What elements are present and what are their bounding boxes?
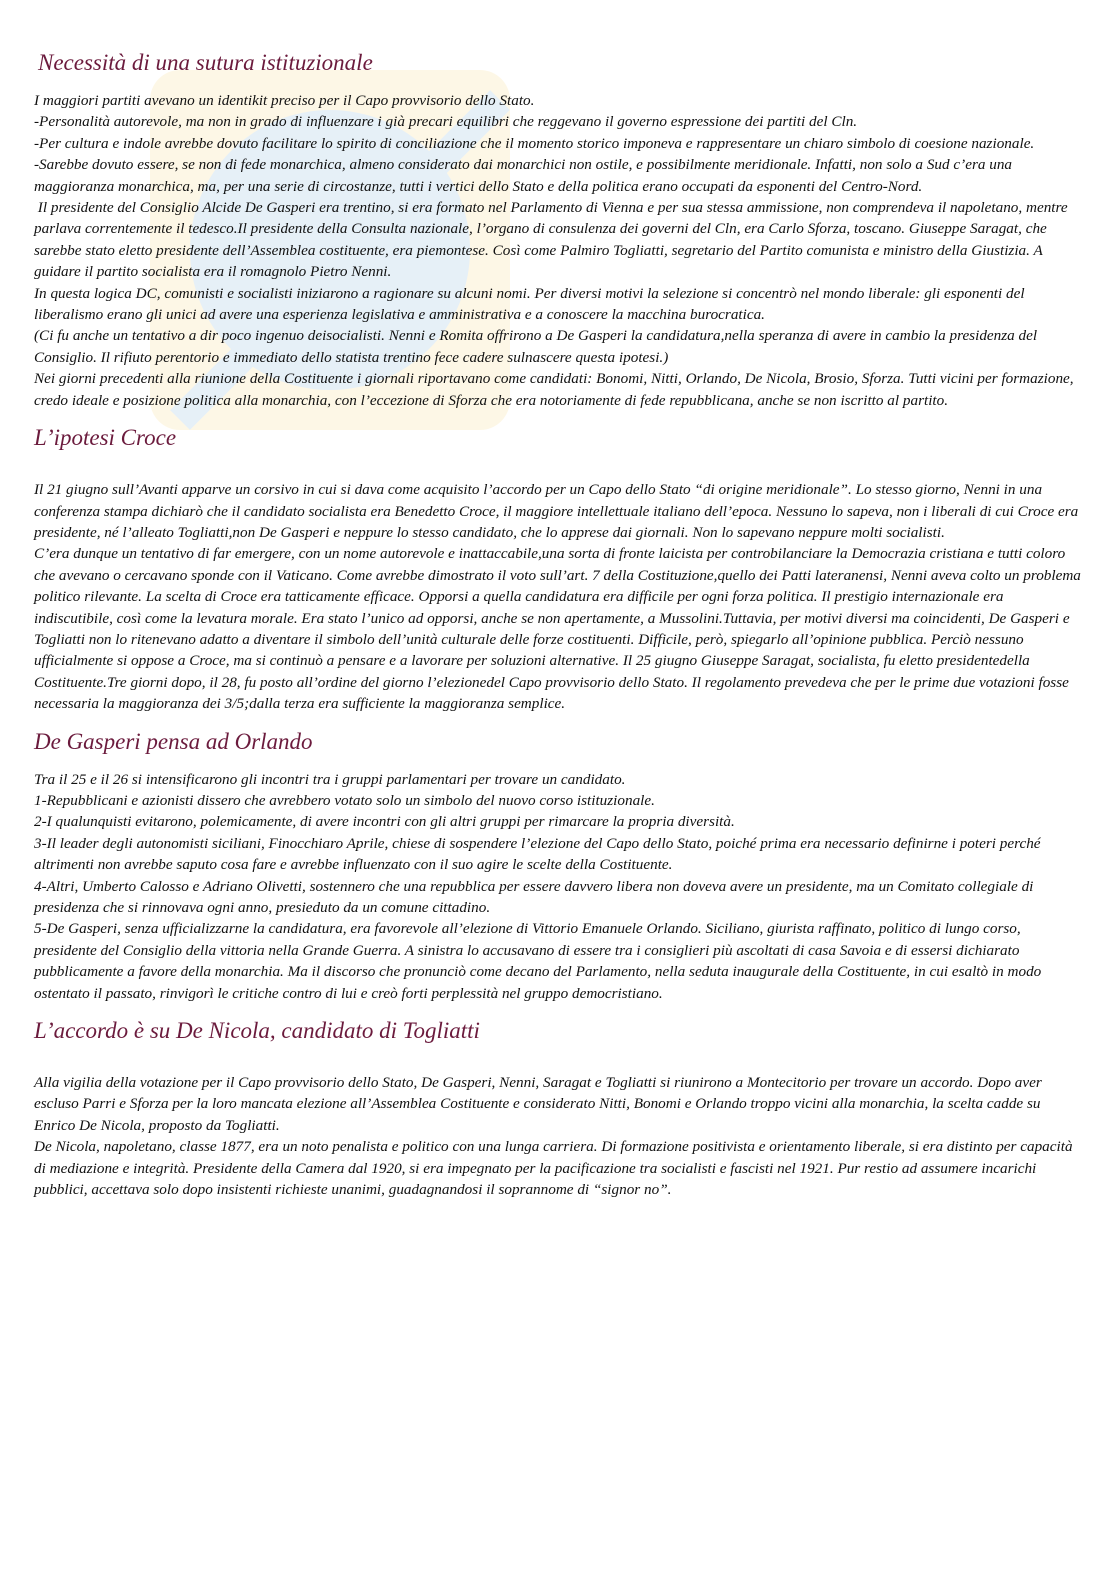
paragraph: Il 21 giugno sull’Avanti apparve un corsivo in cui si dava come acquisito l’accordo per un Capo dello Stato “di origine meridionale”. Lo stesso giorno, Nenni in una conferenza stampa dichiarò che il candidato socialista era Benedetto Croce, il maggiore intellettuale italiano dell’epoca. Nessuno lo sapeva, non i liberali di cui Croce era presidente, né l’alleato Togliatti,non De Gasperi e neppure lo stesso candidato, che lo apprese dai giornali. Non lo sapevano neppure molti socialisti. [34,481,1079,541]
section-de-gasperi-orlando [34,725,1084,1004]
paragraph: 5-De Gasperi, senza ufficializzarne la candidatura, era favorevole all’elezione di Vittorio Emanuele Orlando. Siciliano, giurista raffinato, politico di lungo corso, presidente del Consiglio della vittoria nella Grande Guerra. A sinistra lo accusavano di essere tra i consiglieri più ascoltati di casa Savoia e di essersi dichiarato pubblicamente a favore della monarchia. Ma il discorso che pronunciò come decano del Parlamento, nella seduta inaugurale della Costituente, in cui esaltò in modo ostentato il passato, rinvigorì le critiche contro di lui e creò forti perplessità nel gruppo democristiano. [34,920,1042,1002]
paragraph: De Nicola, napoletano, classe 1877, era un noto penalista e politico con una lunga carriera. Di formazione positivista e orientamento liberale, si era distinto per capacità di mediazione e integrità. Presidente della Camera dal 1920, si era impegnato per la pacificazione tra socialisti e fascisti nel 1921. Pur restio ad assumere incarichi pubblici, accettava solo dopo insistenti richieste unanimi, guadagnandosi il soprannome di “signor no”. [34,1138,1073,1199]
paragraph: -Personalità autorevole, ma non in grado di influenzare i già precari equilibri che reggevano il governo espressione dei partiti del Cln. [34,113,858,131]
paragraph: C’era dunque un tentativo di far emergere, con un nome autorevole e inattaccabile,una sorta di fronte laicista per controbilanciare la Democrazia cristiana e tutti coloro che avevano o cercavano sponde con il Vaticano. Come avrebbe dimostrato il voto sull’art. 7 della Costituzione,quello dei Patti lateranensi, Nenni aveva colto un problema politico rilevante. La scelta di Croce era tatticamente efficace. Opporsi a quella candidatura era difficile per ogni forza politica. Il prestigio internazionale era indiscutibile, così come la levatura morale. Era stato l’unico ad opporsi, anche se non apertamente, a Mussolini.Tuttavia, per motivi diversi ma coincidenti, De Gasperi e Togliatti non lo ritenevano adatto a diventare il simbolo dell’unità culturale delle forze costituenti. Difficile, però, spiegarlo all’opinione pubblica. Perciò nessuno ufficialmente si oppose a Croce, ma si continuò a pensare e a lavorare per soluzioni alternative. Il 25 giugno Giuseppe Saragat, socialista, fu eletto presidentedella Costituente.Tre giorni dopo, il 28, fu posto all’ordine del giorno l’elezionedel Capo provvisorio dello Stato. Il regolamento prevedeva che per le prime due votazioni fosse necessaria la maggioranza dei 3/5;dalla terza era sufficiente la maggioranza semplice. [34,545,1081,713]
section-ipotesi-croce [34,421,1084,714]
paragraph: Alla vigilia della votazione per il Capo provvisorio dello Stato, De Gasperi, Nenni, Saragat e Togliatti si riunirono a Montecitorio per trovare un accordo. Dopo aver escluso Parri e Sforza per la loro mancata elezione all’Assemblea Costituente e considerato Nitti, Bonomi e Orlando troppo vicini alla monarchia, la scelta cadde su Enrico De Nicola, proposto da Togliatti. [34,1074,1042,1134]
document-content [34,46,1084,1200]
paragraph: 3-Il leader degli autonomisti siciliani, Finocchiaro Aprile, chiese di sospendere l’elezione del Capo dello Stato, poiché prima era necessario definirne i poteri perché altrimenti non avrebbe saputo cosa fare e avrebbe influenzato con il suo agire le scelte della Costituente. [34,834,1041,874]
section-title: L’ipotesi Croce [34,425,177,451]
paragraph: Il presidente del Consiglio Alcide De Gasperi era trentino, si era formato nel Parlamento di Vienna e per sua stessa ammissione, non comprendeva il napoletano, mentre parlava correntemente il tedesco.Il presidente della Consulta nazionale, l’organo di consulenza dei governi del Cln, era Carlo Sforza, toscano. Giuseppe Saragat, che sarebbe stato eletto presidente dell’Assemblea costituente, era piemontese. Così come Palmiro Togliatti, segretario del Partito comunista e ministro della Giustizia. A guidare il partito socialista era il romagnolo Pietro Nenni. [34,199,1072,281]
paragraph: -Per cultura e indole avrebbe dovuto facilitare lo spirito di conciliazione che il momento storico imponeva e rappresentare un chiaro simbolo di coesione nazionale. [34,134,1035,152]
paragraph: Nei giorni precedenti alla riunione della Costituente i giornali riportavano come candidati: Bonomi, Nitti, Orlando, De Nicola, Brosio, Sforza. Tutti vicini per formazione, credo ideale e posizione politica alla monarchia, con l’eccezione di Sforza che era notoriamente di fede repubblicana, anche se non iscritto al partito. [34,370,1074,409]
paragraph: Tra il 25 e il 26 si intensificarono gli incontri tra i gruppi parlamentari per trovare un candidato. [34,770,626,788]
section-sutura-istituzionale [34,46,1084,411]
paragraph: In questa logica DC, comunisti e socialisti iniziarono a ragionare su alcuni nomi. Per diversi motivi la selezione si concentrò nel mondo liberale: gli esponenti del liberalismo erano gli unici ad avere una esperienza legislativa e amministrativa e a conoscere la macchina burocratica. [34,284,1025,324]
paragraph: I maggiori partiti avevano un identikit preciso per il Capo provvisorio dello Stato. [34,92,535,109]
section-accordo-de-nicola [34,1014,1084,1200]
section-title: Necessità di una sutura istituzionale [38,50,373,75]
section-title: L’accordo è su De Nicola, candidato di Togliatti [34,1018,480,1044]
paragraph: (Ci fu anche un tentativo a dir poco ingenuo deisocialisti. Nenni e Romita offrirono a De Gasperi la candidatura,nella speranza di avere in cambio la presidenza del Consiglio. Il rifiuto perentorio e immediato dello statista trentino fece cadere sulnascere questa ipotesi.) [34,327,1038,366]
section-title: De Gasperi pensa ad Orlando [34,728,313,754]
paragraph: 4-Altri, Umberto Calosso e Adriano Olivetti, sostennero che una repubblica per essere davvero libera non doveva avere un presidente, ma un Comitato collegiale di presidenza che si rinnovava ogni anno, presieduto da un comune cittadino. [34,877,1034,916]
paragraph: 1-Repubblicani e azionisti dissero che avrebbero votato solo un simbolo del nuovo corso istituzionale. [34,791,655,809]
paragraph: -Sarebbe dovuto essere, se non di fede monarchica, almeno considerato dai monarchici non ostile, e possibilmente meridionale. Infatti, non solo a Sud c’era una maggioranza monarchica, ma, per una serie di circostanze, tutti i vertici dello Stato e della politica erano occupati da esponenti del Centro-Nord. [34,156,1013,195]
paragraph: 2-I qualunquisti evitarono, polemicamente, di avere incontri con gli altri gruppi per rimarcare la propria diversità. [34,813,735,831]
